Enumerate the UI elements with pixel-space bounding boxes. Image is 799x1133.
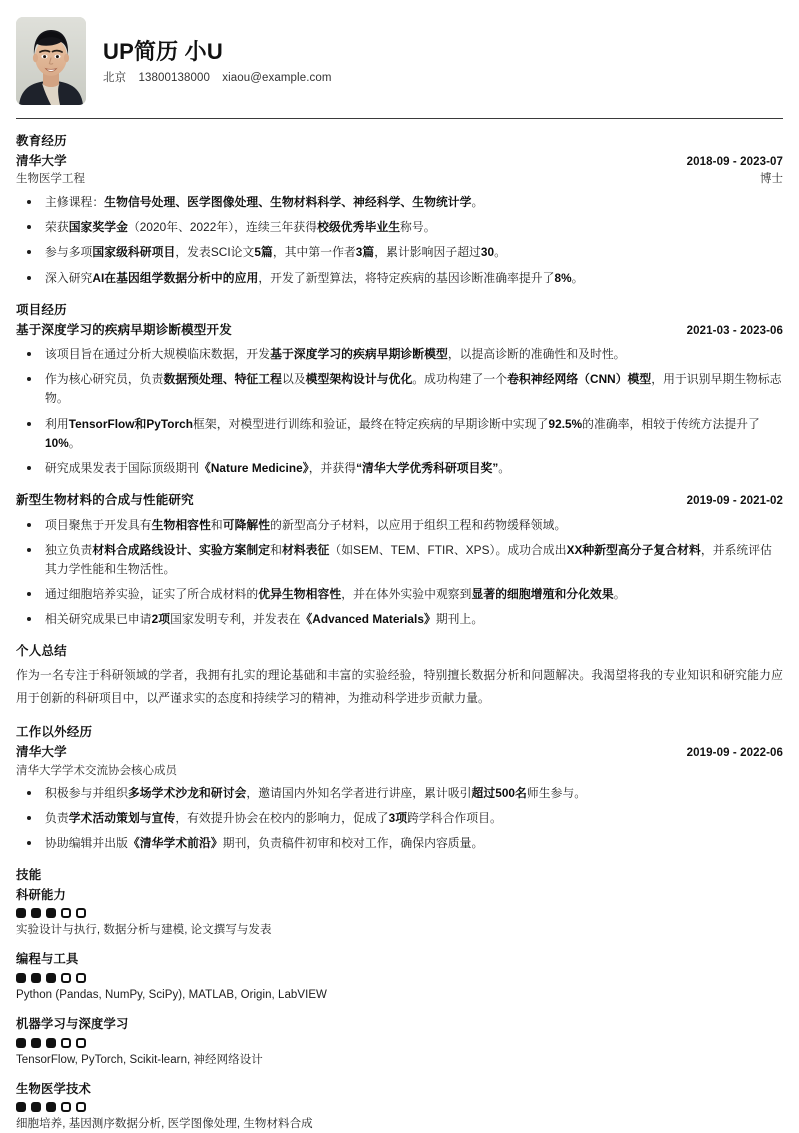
bullet-item: 研究成果发表于国际顶级期刊《Nature Medicine》，并获得“清华大学优秀科研项目奖”。 — [16, 459, 783, 478]
skill-rating[interactable] — [16, 1038, 783, 1048]
bullet-item: 独立负责材料合成路线设计、实验方案制定和材料表征（如SEM、TEM、FTIR、XPS）。成功合成出XX种新型高分子复合材料，并系统评估其力学性能和生物活性。 — [16, 541, 783, 579]
summary-text: 作为一名专注于科研领域的学者，我拥有扎实的理论基础和丰富的实验经验，特别擅长数据分析和问题解决。我渴望将我的专业知识和研究能力应用于创新的科研项目中，以严谨求实的态度和持续学习的精神，为推动科学进步贡献力量。 — [16, 667, 783, 705]
education-major: 生物医学工程 — [16, 172, 85, 185]
extracurricular-date: 2019-09 - 2022-06 — [686, 746, 783, 759]
education-entry-header — [16, 152, 783, 171]
section-title-skills: 技能 — [16, 867, 42, 882]
bullet-item: 该项目旨在通过分析大规模临床数据，开发基于深度学习的疾病早期诊断模型，以提高诊断的准确性和及时性。 — [16, 345, 783, 364]
portrait-photo-icon — [16, 17, 86, 105]
extracurricular-role: 清华大学学术交流协会核心成员 — [16, 764, 177, 777]
rating-dot-filled[interactable] — [46, 973, 56, 983]
header-divider — [16, 118, 783, 119]
extracurricular-bullets — [16, 784, 783, 853]
section-extracurricular — [16, 724, 783, 853]
rating-dot-filled[interactable] — [16, 1102, 26, 1112]
skill-rating[interactable] — [16, 973, 783, 983]
rating-dot-filled[interactable] — [46, 1102, 56, 1112]
extracurricular-entry — [16, 743, 783, 853]
project-entry-header — [16, 491, 783, 510]
contact-email: xiaou@example.com — [222, 72, 332, 85]
education-entry — [16, 152, 783, 288]
resume-header — [16, 14, 783, 106]
bullet-item: 深入研究AI在基因组学数据分析中的应用，开发了新型算法，将特定疾病的基因诊断准确率提升了8%。 — [16, 269, 783, 288]
bullet-item: 主修课程：生物信号处理、医学图像处理、生物材料科学、神经科学、生物统计学。 — [16, 193, 783, 212]
skill-rating[interactable] — [16, 1102, 783, 1112]
rating-dot-filled[interactable] — [46, 908, 56, 918]
rating-dot-filled[interactable] — [16, 973, 26, 983]
skill-name: 生物医学技术 — [16, 1081, 91, 1096]
rating-dot-empty[interactable] — [61, 973, 71, 983]
section-summary — [16, 643, 783, 710]
contact-line — [103, 72, 332, 86]
extracurricular-entry-header — [16, 743, 783, 762]
rating-dot-filled[interactable] — [31, 1038, 41, 1048]
skills-list — [16, 886, 783, 1133]
skill-description: 细胞培养, 基因测序数据分析, 医学图像处理, 生物材料合成 — [16, 1118, 313, 1131]
education-date: 2018-09 - 2023-07 — [686, 155, 783, 168]
education-bullets — [16, 193, 783, 287]
rating-dot-empty[interactable] — [61, 1102, 71, 1112]
project-name: 基于深度学习的疾病早期诊断模型开发 — [16, 322, 232, 337]
section-title-summary: 个人总结 — [16, 644, 67, 659]
skill-block — [16, 886, 783, 940]
section-title-projects: 项目经历 — [16, 302, 67, 317]
projects-list — [16, 321, 783, 630]
section-education — [16, 133, 783, 288]
bullet-item: 利用TensorFlow和PyTorch框架，对模型进行训练和验证，最终在特定疾病的早期诊断中实现了92.5%的准确率，相较于传统方法提升了10%。 — [16, 415, 783, 453]
bullet-item: 通过细胞培养实验，证实了所合成材料的优异生物相容性，并在体外实验中观察到显著的细胞增殖和分化效果。 — [16, 585, 783, 604]
contact-location: 北京 — [103, 72, 127, 85]
project-entry-header — [16, 321, 783, 340]
section-title-extracurricular: 工作以外经历 — [16, 724, 93, 739]
skill-block — [16, 1080, 783, 1133]
project-date: 2019-09 - 2021-02 — [686, 494, 783, 507]
bullet-item: 相关研究成果已申请2项国家发明专利，并发表在《Advanced Materials》期刊上。 — [16, 610, 783, 629]
section-title-education: 教育经历 — [16, 134, 67, 148]
page-title: UP简历 小U — [103, 39, 223, 65]
project-bullets — [16, 516, 783, 630]
skill-description: TensorFlow, PyTorch, Scikit-learn, 神经网络设计 — [16, 1053, 263, 1066]
avatar — [16, 17, 86, 105]
rating-dot-filled[interactable] — [31, 973, 41, 983]
extracurricular-org: 清华大学 — [16, 744, 67, 759]
identity-block — [103, 36, 332, 86]
section-projects — [16, 302, 783, 629]
rating-dot-filled[interactable] — [46, 1038, 56, 1048]
contact-phone: 13800138000 — [138, 72, 210, 85]
bullet-item: 参与多项国家级科研项目，发表SCI论文5篇，其中第一作者3篇，累计影响因子超过30。 — [16, 243, 783, 262]
project-entry — [16, 321, 783, 478]
rating-dot-filled[interactable] — [31, 1102, 41, 1112]
project-entry — [16, 491, 783, 629]
project-bullets — [16, 345, 783, 478]
rating-dot-empty[interactable] — [76, 973, 86, 983]
education-school: 清华大学 — [16, 153, 67, 168]
education-degree: 博士 — [760, 172, 783, 185]
rating-dot-filled[interactable] — [16, 1038, 26, 1048]
skill-block — [16, 1015, 783, 1069]
bullet-item: 荣获国家奖学金（2020年、2022年），连续三年获得校级优秀毕业生称号。 — [16, 218, 783, 237]
skill-name: 科研能力 — [16, 887, 66, 902]
skill-name: 机器学习与深度学习 — [16, 1017, 129, 1032]
bullet-item: 项目聚焦于开发具有生物相容性和可降解性的新型高分子材料，以应用于组织工程和药物缓释领域。 — [16, 516, 783, 535]
bullet-item: 负责学术活动策划与宣传，有效提升协会在校内的影响力，促成了3项跨学科合作项目。 — [16, 809, 783, 828]
bullet-item: 积极参与并组织多场学术沙龙和研讨会，邀请国内外知名学者进行讲座，累计吸引超过500名师生参与。 — [16, 784, 783, 803]
project-name: 新型生物材料的合成与性能研究 — [16, 492, 194, 507]
rating-dot-empty[interactable] — [76, 908, 86, 918]
project-date: 2021-03 - 2023-06 — [686, 324, 783, 337]
rating-dot-empty[interactable] — [76, 1038, 86, 1048]
bullet-item: 协助编辑并出版《清华学术前沿》期刊，负责稿件初审和校对工作，确保内容质量。 — [16, 834, 783, 853]
education-entry-subheader — [16, 171, 783, 188]
rating-dot-empty[interactable] — [61, 908, 71, 918]
skill-name: 编程与工具 — [16, 952, 79, 967]
rating-dot-filled[interactable] — [31, 908, 41, 918]
skill-block — [16, 950, 783, 1004]
rating-dot-empty[interactable] — [76, 1102, 86, 1112]
bullet-item: 作为核心研究员，负责数据预处理、特征工程以及模型架构设计与优化。成功构建了一个卷积神经网络（CNN）模型，用于识别早期生物标志物。 — [16, 370, 783, 408]
skill-description: 实验设计与执行, 数据分析与建模, 论文撰写与发表 — [16, 924, 272, 937]
rating-dot-empty[interactable] — [61, 1038, 71, 1048]
rating-dot-filled[interactable] — [16, 908, 26, 918]
skill-description: Python (Pandas, NumPy, SciPy), MATLAB, Origin, LabVIEW — [16, 988, 327, 1001]
section-skills — [16, 867, 783, 1133]
skill-rating[interactable] — [16, 908, 783, 918]
